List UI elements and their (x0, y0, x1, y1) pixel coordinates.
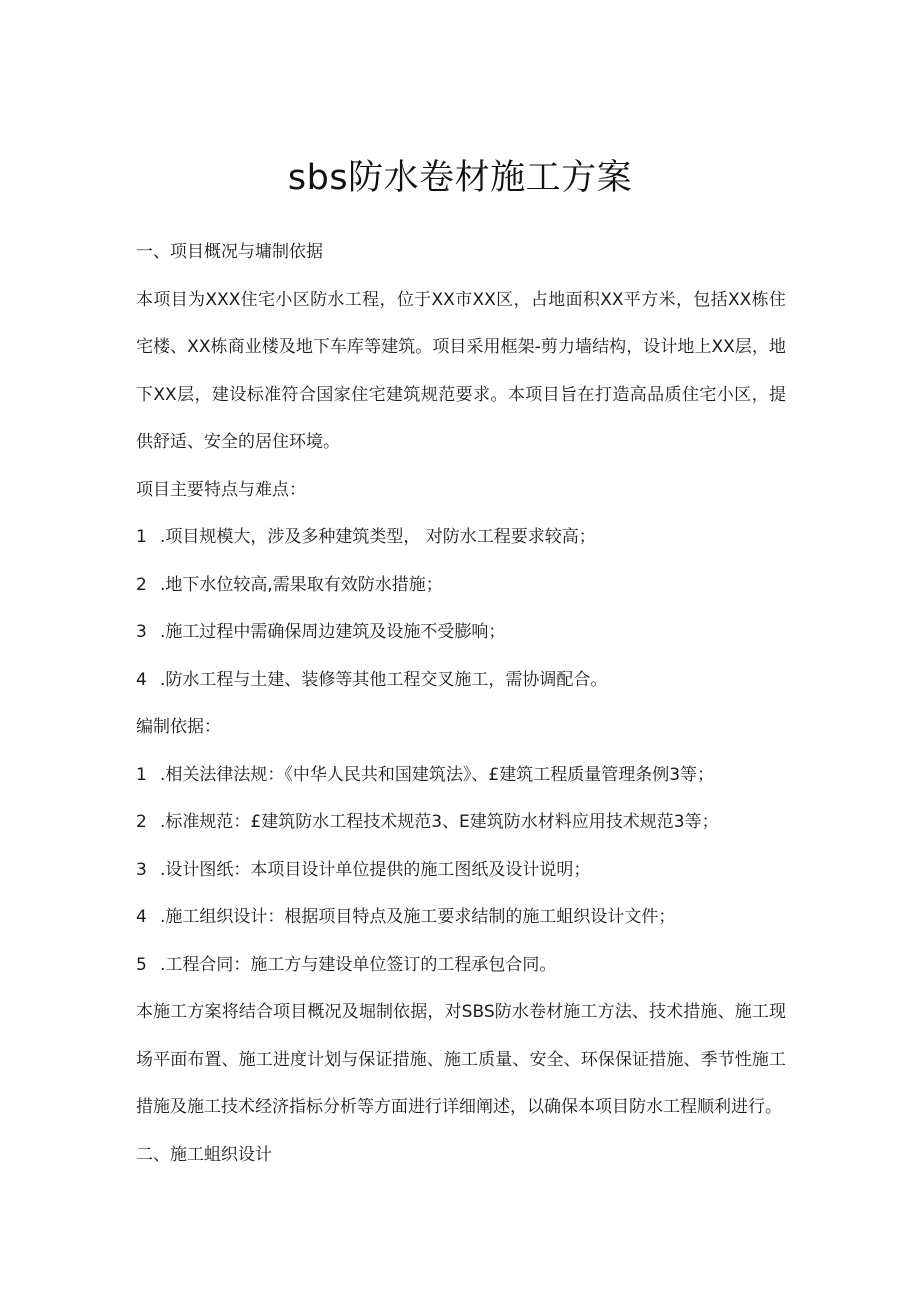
feature-number: 3 (136, 622, 147, 642)
basis-text: .工程合同：施工方与建设单位签订的工程承包合同。 (160, 954, 557, 975)
feature-item-2 (136, 562, 786, 610)
basis-item-2 (136, 799, 786, 847)
section-heading-1: 一、项目概况与墉制依据 (136, 242, 323, 262)
overview-paragraph: 本项目为XXX住宅小区防水工程，位于XX市XX区，占地面积XX平方米，包括XX栋住宅楼、XX栋商业楼及地下车库等建筑。项目采用框架-剪力墙结构，设计地上XX层，地下XX层，建设标准符合国家住宅建筑规范要求。本项目旨在打造高品质住宅小区，提供舒适、安全的居住环境。 (136, 289, 786, 452)
basis-item-5 (136, 942, 786, 990)
features-heading: 项目主要特点与难点： (136, 479, 306, 500)
feature-item-3 (136, 609, 786, 657)
feature-item-4 (136, 657, 786, 705)
feature-text: .地下水位较高,需果取有效防水措施； (160, 574, 443, 595)
basis-number: 3 (136, 859, 147, 880)
section-heading-2: 二、施工蛆织设计 (136, 1144, 272, 1165)
basis-item-3 (136, 847, 786, 895)
basis-number: 2 (136, 812, 147, 832)
basis-heading: 编制依据： (136, 717, 221, 737)
basis-item-4 (136, 894, 786, 942)
feature-text: .施工过程中需确保周边建筑及设施不受膨响； (160, 622, 506, 642)
summary-paragraph: 本施工方案将结合项目概况及堀制依据，对SBS防水卷材施工方法、技术措施、施工现场平面布置、施工进度计划与保证措施、施工质量、安全、环保保证措施、季节性施工措施及施工技术经济指标分析等方面进行详细阐述，以确保本项目防水工程顺利进行。 (136, 1002, 786, 1117)
feature-number: 1 (136, 527, 147, 547)
feature-text: .项目规模大，涉及多种建筑类型， 对防水工程要求较高； (160, 527, 596, 547)
basis-item-1 (136, 752, 786, 800)
basis-number: 1 (136, 764, 147, 785)
feature-text: .防水工程与土建、装修等其他工程交叉施工，需协调配合。 (160, 669, 608, 690)
basis-text: .相关法律法规：《中华人民共和国建筑法》、£建筑工程质量管理条例3等； (160, 764, 715, 785)
basis-number: 5 (136, 954, 147, 975)
basis-text: .设计图纸：本项目设计单位提供的施工图纸及设计说明； (160, 859, 591, 880)
basis-text: .施工组织设计：根据项目特点及施工要求结制的施工蛆织设计文件； (160, 907, 676, 927)
document-title: sbs防水卷材施工方案 (287, 158, 633, 198)
feature-item-1 (136, 514, 786, 562)
basis-text: .标准规范：£建筑防水工程技术规范3、E建筑防水材料应用技术规范3等； (160, 812, 719, 832)
basis-number: 4 (136, 907, 147, 927)
document-body (136, 229, 786, 1179)
feature-number: 2 (136, 574, 147, 595)
feature-number: 4 (136, 669, 147, 690)
